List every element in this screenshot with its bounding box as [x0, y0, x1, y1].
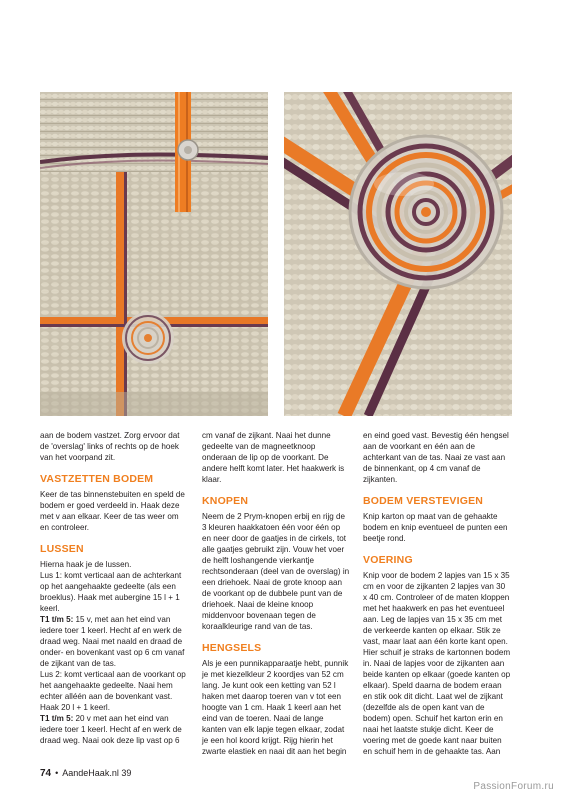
watermark-logo: PassionForum.ru	[473, 781, 554, 792]
heading-bodem-verstevigen: BODEM VERSTEVIGEN	[363, 495, 484, 507]
lus-2-rows-label: T1 t/m 5:	[40, 714, 74, 723]
heading-hengsels: HENGSELS	[202, 642, 262, 654]
crochet-button-closeup-photo	[284, 92, 512, 416]
column-2-intro: cm vanaf de zijkant. Naai het dunne gedeelte van de magneetknoop onderaan de lip op de voorkant. De andere helft komt later. Het haakwerk is klaar.	[202, 431, 345, 484]
column-3-intro: en eind goed vast. Bevestig één hengsel aan de voorkant en één aan de achterkant van de tas. Naai ze vast aan de binnenkant, op 4 cm vanaf de zijkanten.	[363, 431, 509, 484]
lus-1-rows-label: T1 t/m 5:	[40, 615, 74, 624]
lus-1-rows	[40, 614, 188, 669]
page-number: 74	[40, 768, 52, 779]
heading-vastzetten-bodem: VASTZETTEN BODEM	[40, 473, 154, 485]
text-column-2	[202, 430, 350, 757]
heading-knopen: KNOPEN	[202, 495, 249, 507]
text-column-3	[363, 430, 511, 757]
lussen-intro: Hierna haak je de lussen.	[40, 560, 132, 569]
lus-2-text: Lus 2: komt verticaal aan de voorkant op het aangehaakte gedeelte. Naai hem echter alléén aan de bovenkant vast. Haak 20 l + 1 keerl.	[40, 670, 186, 712]
lus-1-text: Lus 1: komt verticaal aan de achterkant op het aangehaakte gedeelte (als een broeklus). Haak met aubergine 15 l + 1 keerl.	[40, 571, 182, 613]
lus-1-rows-text: 15 v, met aan het eind van iedere toer 1 keerl. Hecht af en werk de draad weg. Naai met naald en draad de onder- en bovenkant vast op 6 cm vanaf de zijkant van de tas.	[40, 615, 185, 668]
page-footer	[40, 768, 131, 779]
column-1-intro: aan de bodem vastzet. Zorg ervoor dat de 'overslag' links of rechts op de hoek van het voorpand zit.	[40, 431, 180, 462]
heading-voering: VOERING	[363, 554, 413, 566]
lus-2-rows-text: 20 v met aan het eind van iedere toer 1 keerl. Hecht af en werk de draad weg. Naai ook deze lip vast op 6	[40, 714, 182, 745]
heading-lussen: LUSSEN	[40, 543, 84, 555]
knopen-text: Neem de 2 Prym-knopen erbij en rijg de 3 kleuren haakkatoen één voor één op en neer door de gaatjes in de cirkels, tot alle gaatjes gebruikt zijn. Vouw het voer de helft loshangende vierkantje rechtsonderaan (deel van de overslag) in een driehoek. Naai de grote knoop aan de voorkant op de dubbele punt van de driehoek. Naai de kleine knoop middenvoor bovenaan tegen de koraalkleurige rand van de tas.	[202, 512, 350, 631]
bodem-verstevigen-text: Knip karton op maat van de gehaakte bodem en knip eventueel de punten een beetje rond.	[363, 512, 508, 543]
lus-2-rows	[40, 713, 188, 746]
magazine-name: AandeHaak.nl 39	[62, 768, 132, 778]
crochet-bag-pocket-photo	[40, 92, 268, 416]
vastzetten-bodem-text: Keer de tas binnenstebuiten en speld de bodem er goed verdeeld in. Haak deze met v aan elkaar. Keer de tas weer om en controleer.	[40, 490, 185, 532]
voering-text: Knip voor de bodem 2 lapjes van 15 x 35 cm en voor de zijkanten 2 lapjes van 30 x 40 cm. Controleer of de maten kloppen met het haakwerk en pas het eventueel aan. Leg de lapjes van 15 x 35 cm met de verkeerde kanten op elkaar. Stik ze vast, maar laat aan één korte kant open. Hier schuif je straks de kartonnen bodem in. Naai de lapjes voor de zijkanten aan beide kanten op elkaar (goede kanten op elkaar). Speld daarna de bodem eraan en stik ook dit dicht. Laat wel de zijkant (dezelfde als de open kant van de bodem) open. Schuif het karton erin en naai het laatste stukje dicht. Keer de voering met de goede kant naar buiten en schuif hem in de gehaakte tas. Aan	[363, 571, 511, 756]
bullet-separator: •	[55, 768, 59, 778]
hengsels-text: Als je een punnikapparaatje hebt, punnik je met kiezelkleur 2 koordjes van 52 cm lang. Je kunt ook een ketting van 52 l haken met daarop toeren van v tot een hoogte van 1 cm. Haak 1 keerl aan het eind van de toeren. Naai de lange kanten van elk lapje tegen elkaar, zodat je een hol koord krijgt. Rijg hierin het zwarte elastiek en naai dit aan het begin	[202, 659, 349, 756]
text-column-1	[40, 430, 188, 746]
